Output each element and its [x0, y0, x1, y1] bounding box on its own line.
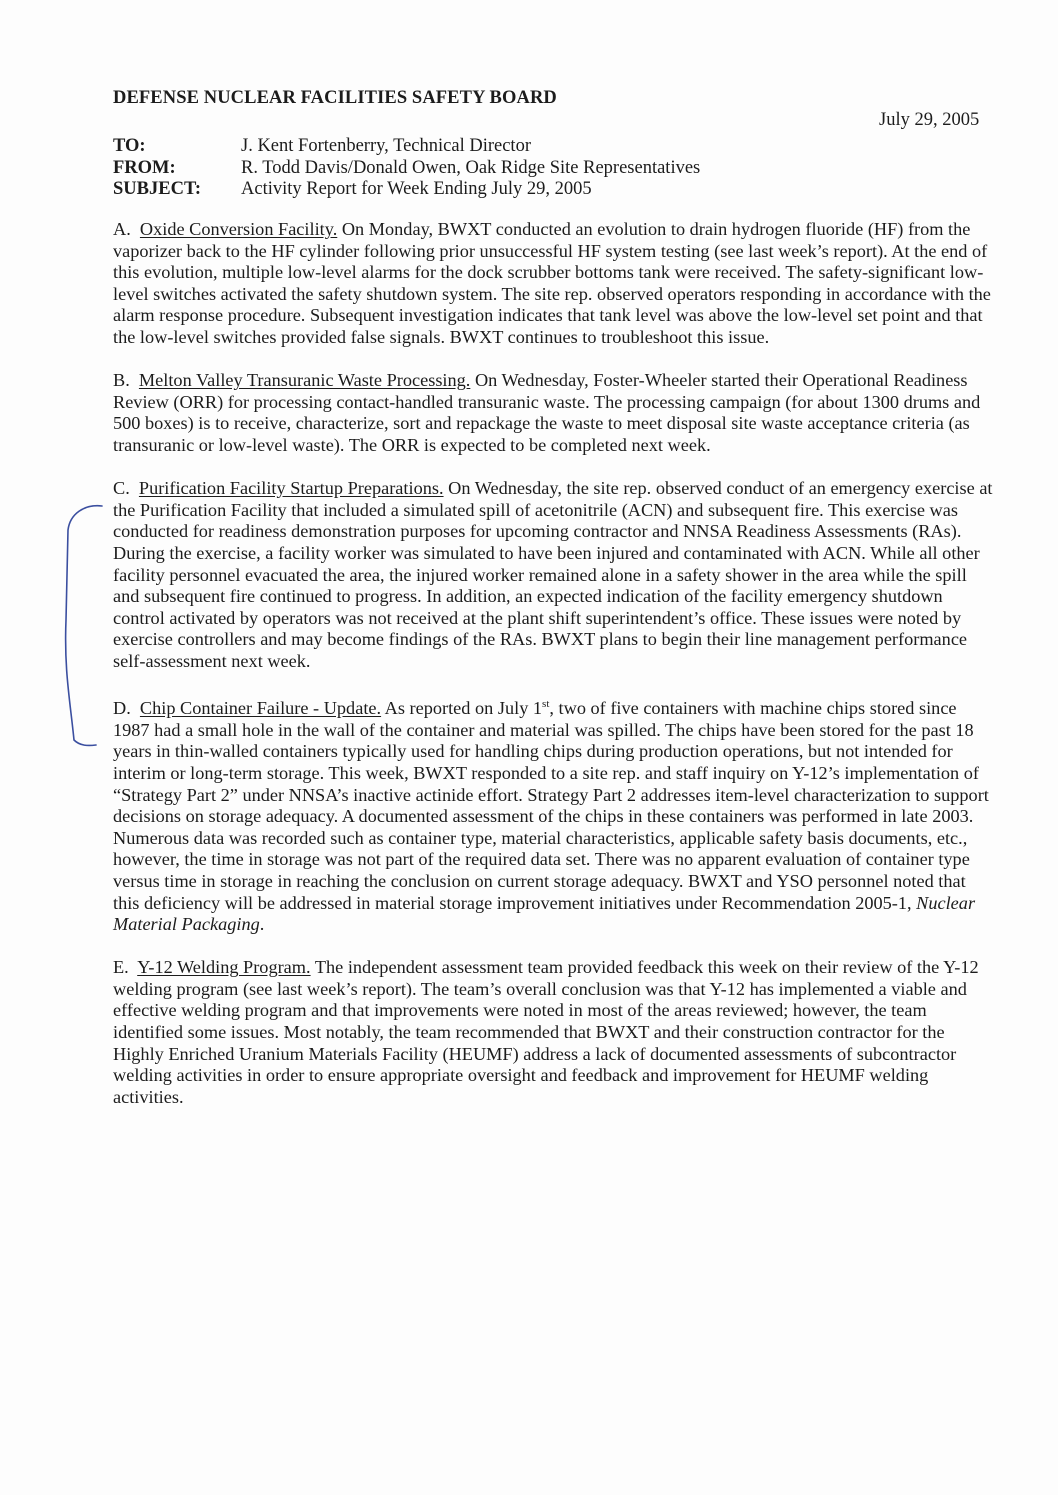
memo-header [113, 136, 700, 201]
paragraph-a-title: Oxide Conversion Facility. [139, 219, 338, 239]
paragraph-e-text: The independent assessment team provided feedback this week on their review of the Y-12 welding program (see last week’s report). The team’s overall conclusion was that Y-12 has implemented a viable and effective welding program and that improvements were noted in most of the areas reviewed; however, the team identified some issues. Most notably, the team recommended that BWXT and their construction contractor for the Highly Enriched Uranium Materials Facility (HEUMF) address a lack of documented assessments of subcontractor welding activities in order to ensure appropriate oversight and feedback and improvement for HEUMF welding activities. [113, 957, 979, 1107]
memo-subject-row [113, 179, 700, 201]
memo-subject-label: SUBJECT: [113, 179, 202, 199]
paragraph-c-title: Purification Facility Startup Preparations. [138, 478, 444, 499]
report-body [113, 219, 993, 1130]
memo-from-row [113, 158, 700, 180]
paragraph-e-title: Y-12 Welding Program. [137, 957, 311, 978]
paragraph-d [113, 694, 993, 936]
paragraph-e-prefix: E. [113, 957, 129, 978]
paragraph-d-title: Chip Container Failure - Update. [139, 698, 382, 719]
paragraph-c [113, 478, 993, 672]
paragraph-d-italic-title: Nuclear Material Packaging [113, 892, 976, 935]
paragraph-e [113, 957, 993, 1108]
paragraph-b [113, 370, 993, 456]
handwritten-bracket-mark [56, 500, 106, 755]
paragraph-d-prefix: D. [113, 698, 131, 719]
paragraph-d-end: . [259, 914, 265, 935]
memo-to-label: TO: [113, 136, 146, 156]
paragraph-a-prefix: A. [113, 219, 131, 239]
paragraph-b-prefix: B. [113, 370, 130, 391]
paragraph-d-text-2: , two of five containers with machine chips stored since 1987 had a small hole in the wall of the container and material was spilled. The chips have been stored for the past 18 years in thin-walled containers typically used for handling chips during production operations, but not intended for interim or long-term storage. This week, BWXT responded to a site rep. and staff inquiry on Y-12’s implementation of “Strategy Part 2” under NNSA’s inactive actinide effort. Strategy Part 2 addresses item-level characterization to support decisions on storage adequacy. A documented assessment of the chips in these containers was performed in late 2003. Numerous data was recorded such as container type, material characteristics, applicable safety basis documents, etc., however, the time in storage was not part of the required data set. There was no apparent evaluation of container type versus time in storage in reaching the conclusion on current storage adequacy. BWXT and YSO personnel noted that this deficiency will be addressed in material storage improvement initiatives under Recommendation 2005-1, [113, 698, 989, 913]
paragraph-c-text: On Wednesday, the site rep. observed conduct of an emergency exercise at the Purification Facility that included a simulated spill of acetonitrile (ACN) and subsequent fire. This exercise was conducted for readiness demonstration purposes for upcoming contractor and NNSA Readiness Assessments (RAs). During the exercise, a facility worker was simulated to have been injured and contaminated with ACN. While all other facility personnel evacuated the area, the injured worker remained alone in a safety shower in the area while the spill and subsequent fire continued to progress. In addition, an expected indication of the facility emergency shutdown control activated by operators was not received at the plant shift superintendent’s office. These issues were noted by exercise controllers and may become findings of the RAs. BWXT plans to begin their line management performance self-assessment next week. [113, 478, 993, 671]
paragraph-c-prefix: C. [113, 478, 130, 499]
memo-from-label: FROM: [113, 157, 176, 178]
organization-title: DEFENSE NUCLEAR FACILITIES SAFETY BOARD [113, 88, 557, 108]
memo-subject-value: Activity Report for Week Ending July 29, 2005 [241, 179, 592, 199]
paragraph-b-text: On Wednesday, Foster-Wheeler started their Operational Readiness Review (ORR) for processing contact-handled transuranic waste. The processing campaign (for about 1300 drums and 500 boxes) is to receive, characterize, sort and repackage the waste to meet disposal site waste acceptance criteria (as transuranic or low-level waste). The ORR is expected to be completed next week. [113, 370, 981, 455]
paragraph-d-text-1: As reported on July 1 [384, 698, 543, 719]
paragraph-a-text: On Monday, BWXT conducted an evolution to drain hydrogen fluoride (HF) from the vaporizer back to the HF cylinder following prior unsuccessful HF system testing (see last week’s report). At the end of this evolution, multiple low-level alarms for the dock scrubber bottoms tank were received. The safety-significant low-level switches activated the safety shutdown system. The site rep. observed operators responding in accordance with the alarm response procedure. Subsequent investigation indicates that tank level was above the low-level set point and that the low-level switches provided false signals. BWXT continues to troubleshoot this issue. [113, 219, 991, 347]
memo-from-value: R. Todd Davis/Donald Owen, Oak Ridge Site Representatives [241, 157, 701, 178]
paragraph-d-superscript: st [542, 698, 550, 711]
memo-to-value: J. Kent Fortenberry, Technical Director [241, 136, 531, 156]
paragraph-a [113, 219, 993, 349]
paragraph-b-title: Melton Valley Transuranic Waste Processing. [138, 370, 471, 391]
memo-to-row [113, 136, 700, 158]
report-date: July 29, 2005 [879, 110, 980, 130]
